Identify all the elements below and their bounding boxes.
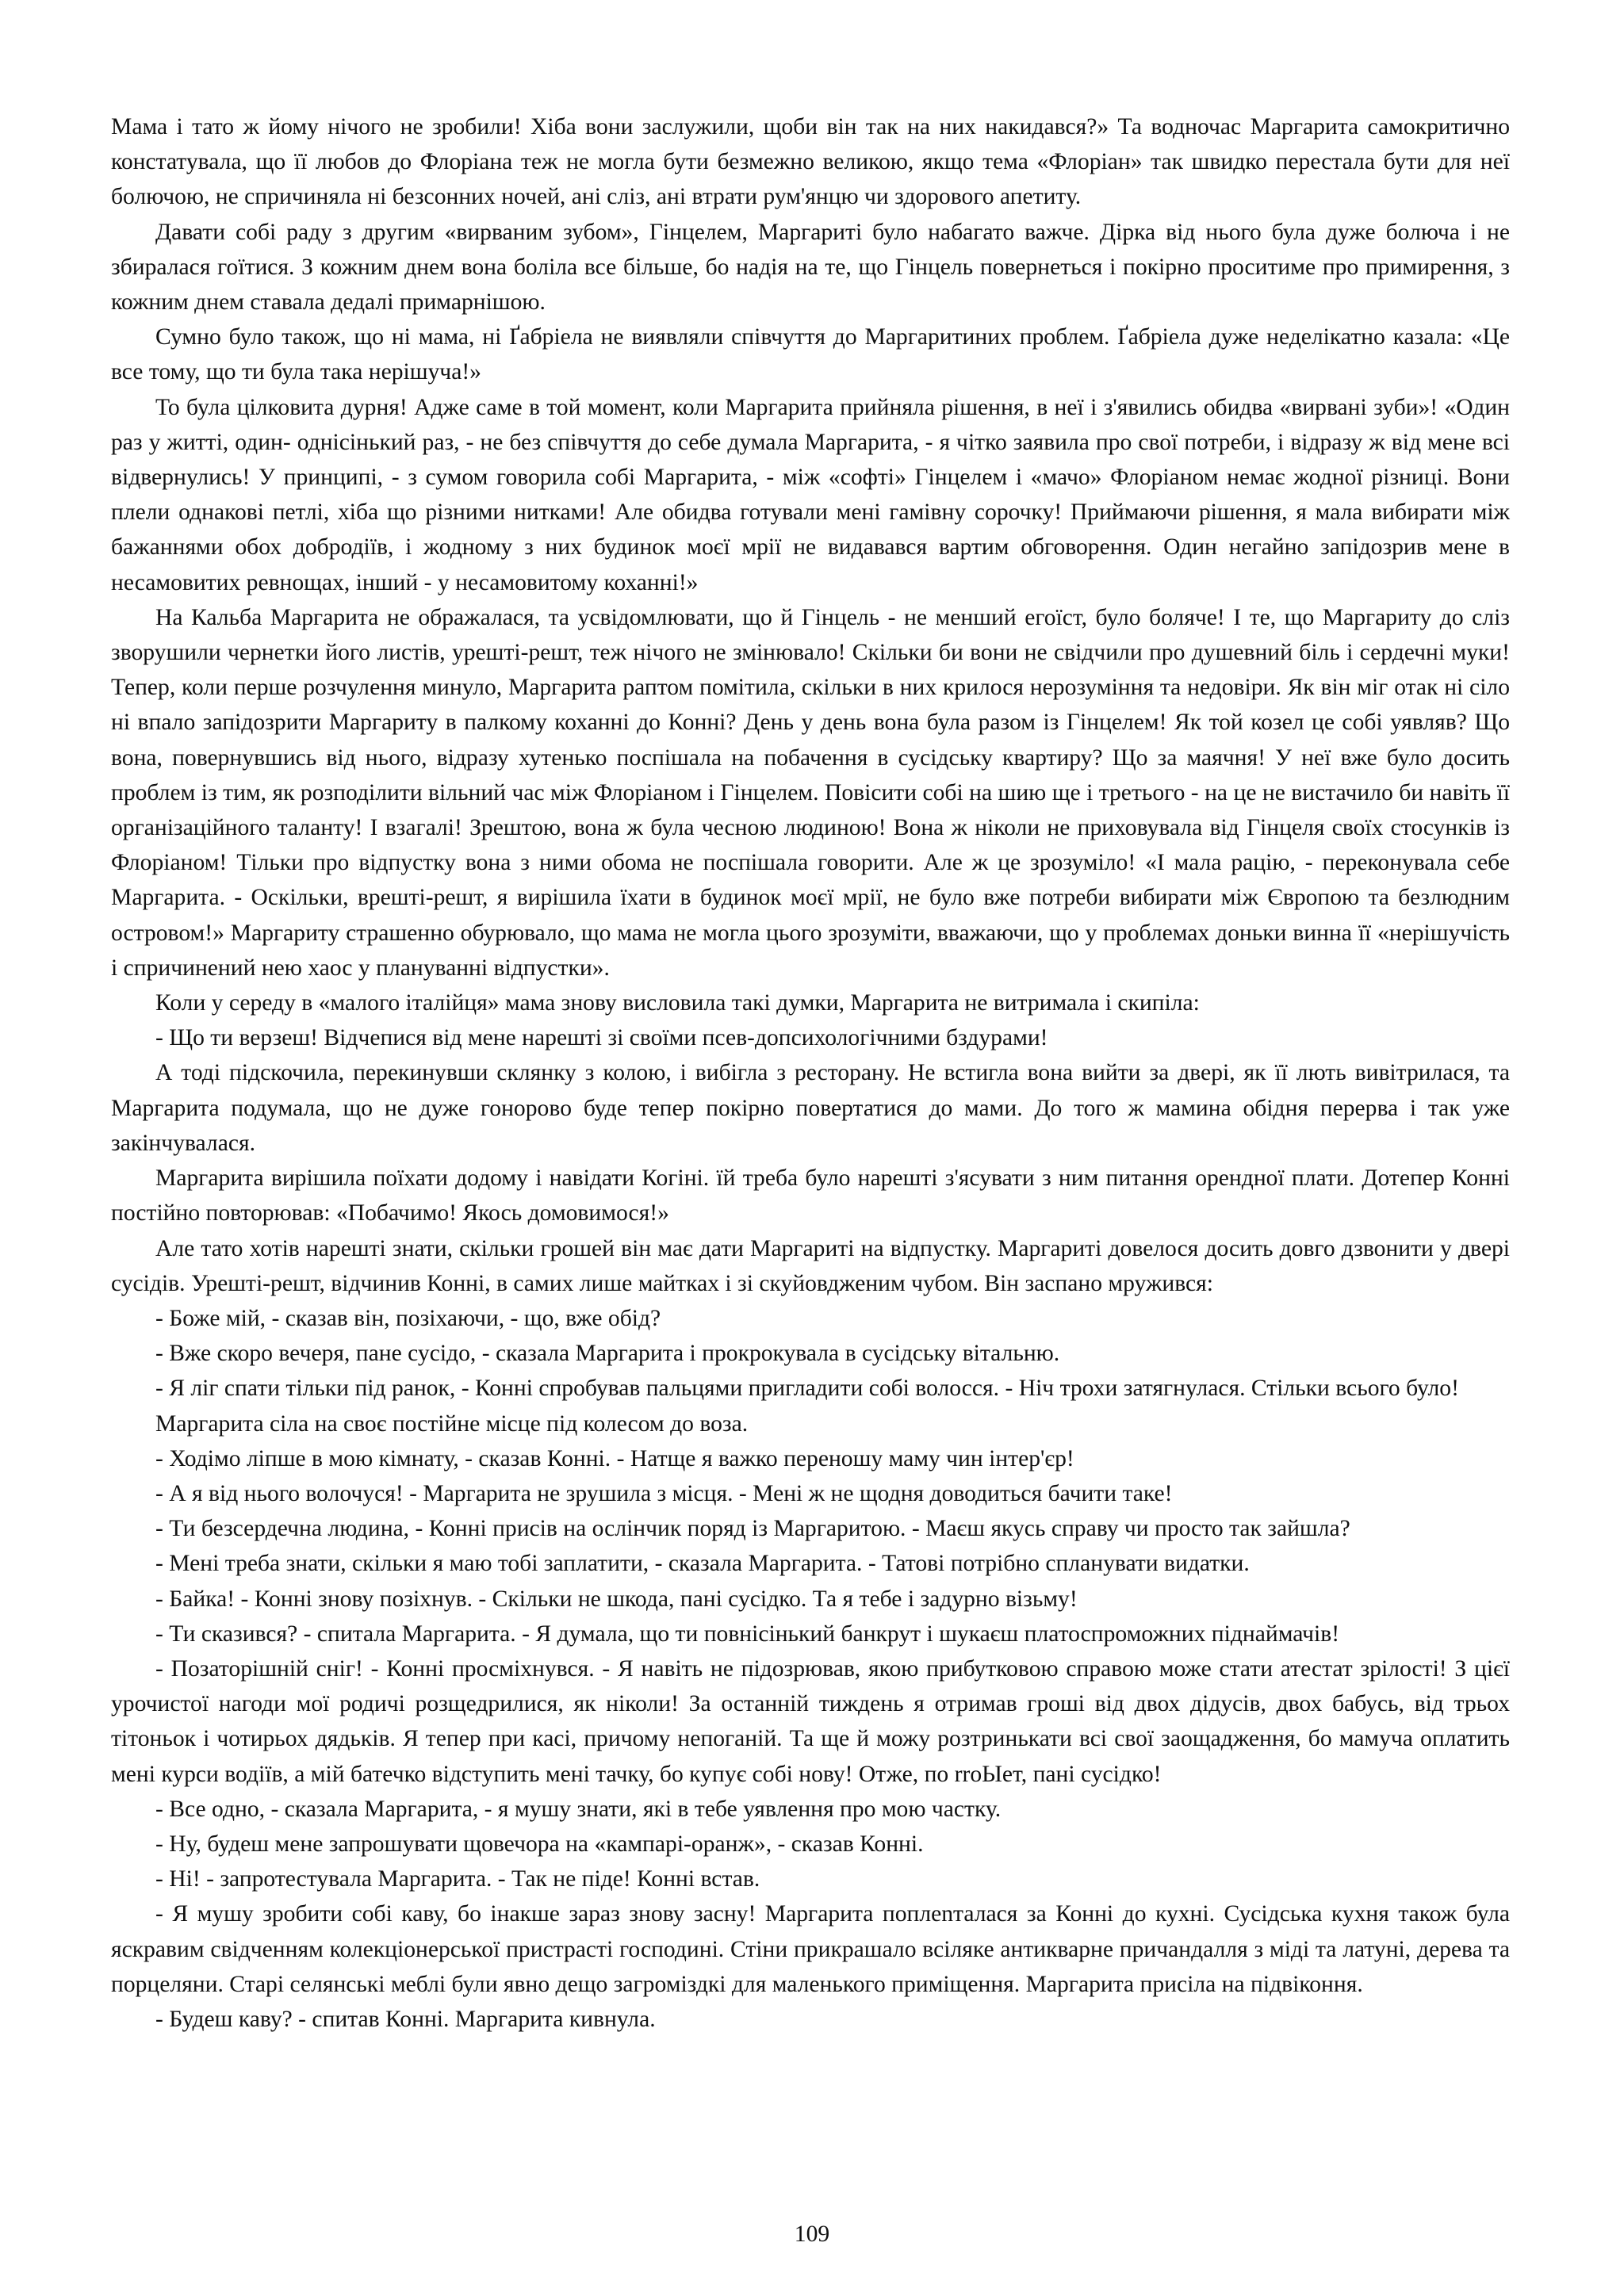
dialogue-line: - Ні! - запротестувала Маргарита. - Так не піде! Конні встав. (155, 1866, 760, 1892)
dialogue-line: - Ти безсердечна людина, - Конні присів на ослінчик поряд із Маргаритою. - Маєш якусь справу чи просто так зайшла? (155, 1516, 1350, 1542)
paragraph: Але тато хотів нарешті знати, скільки грошей він має дати Маргариті на відпустку. Маргариті довелося досить довго дзвонити у двері сусідів. Урешті-решт, відчинив Конні, в самих лише майтках і зі скуйовдженим чубом. Він заспано мружився: (111, 1235, 1510, 1296)
dialogue-line: - Ну, будеш мене запрошувати щовечора на «кампарі-оранж», - сказав Конні. (155, 1831, 924, 1857)
paragraph: Маргарита сіла на своє постійне місце під колесом до воза. (155, 1410, 749, 1437)
paragraph: Маргарита вирішила поїхати додому і навідати Когіні. їй треба було нарешті з'ясувати з ним питання орендної плати. Дотепер Конні постійно повторював: «Побачимо! Якось домовимося!» (111, 1165, 1510, 1226)
paragraph: А тоді підскочила, перекинувши склянку з колою, і вибігла з ресторану. Не встигла вона вийти за двері, як її лють вивітрилася, та Маргарита подумала, що не дуже гоноровo буде тепер покірно повертатися до мами. До того ж мамина обідня перерва і так уже закінчувалася. (111, 1060, 1510, 1156)
dialogue-line: - Боже мій, - сказав він, позіхаючи, - що, вже обід? (155, 1305, 661, 1331)
paragraph: Давати собі раду з другим «вирваним зубом», Гінцелем, Маргариті було набагато важче. Дірка від нього була дуже болюча і не збиралася гоїтися. З кожним днем вона боліла все більше, бо надія на те, що Гінцель повернеться і покірно проситиме про примирення, з кожним днем ставала дедалі примарнішою. (111, 219, 1510, 316)
dialogue-line: - Будеш каву? - спитав Конні. Маргарита кивнула. (155, 2006, 656, 2032)
dialogue-line: - Я ліг спати тільки під ранок, - Конні спробував пальцями пригладити собі волосся. - Ніч трохи затягнулася. Стільки всього було! (155, 1376, 1459, 1402)
dialogue-line: - Що ти верзеш! Відчепися від мене нарешті зі своїми псев-допсихологічними бздурами! (155, 1025, 1048, 1051)
page-number: 109 (794, 2221, 830, 2247)
dialogue-line: - А я від нього волочуся! - Маргарита не зрушила з місця. - Мені ж не щодня доводиться бачити таке! (155, 1480, 1173, 1506)
dialogue-line: - Все одно, - сказала Маргарита, - я мушу знати, які в тебе уявлення про мою частку. (155, 1796, 1002, 1822)
paragraph: На Кальба Маргарита не ображалася, та усвідомлювати, що й Гінцель - не менший егоїст, було боляче! І те, що Маргариту до сліз зворушили чернетки його листів, урешті-решт, теж нічого не змінювало! Скільки би вони не свідчили про душевний біль і сердечні муки! Тепер, коли перше розчулення минуло, Маргарита раптом помітила, скільки в них крилося нерозуміння та недовіри. Як він міг отак ні сіло ні впало запідозрити Маргариту в палкому коханні до Конні? День у день вона була разом із Гінцелем! Як той козел це собі уявляв? Що вона, повернувшись від нього, відразу хутенько поспішала на побачення в сусідську квартиру? Що за маячня! У неї вже було досить проблем із тим, як розподілити вільний час між Флоріаном і Гінцелем. Повісити собі на шию ще і третього - на це не вистачило би навіть її організаційного таланту! І взагалі! Зрештою, вона ж була чесною людиною! Вона ж ніколи не приховувала від Гінцеля своїх стосунків із Флоріаном! Тільки про відпустку вона з ними обома не поспішала говорити. Але ж це зрозуміло! «І мала рацію, - переконувала себе Маргарита. - Оскільки, врешті-решт, я вирішила їхати в будинок моєї мрії, не було вже потреби вибирати між Європою та безлюдним островом!» Маргариту страшенно обурювало, що мама не могла цього зрозуміти, вважаючи, що у проблемах доньки винна її «нерішучість і спричинений нею хаос у плануванні відпустки». (111, 604, 1510, 981)
paragraph: Мама і тато ж йому нічого не зробили! Хіба вони заслужили, щоби він так на них накидався?» Та водночас Маргарита самокритично констатувала, що її любов до Флоріана теж не могла бути безмежно великою, якщо тема «Флоріан» так швидко перестала бути для неї болючою, не спричиняла ні безсонних ночей, ані сліз, ані втрати рум'янцю чи здорового апетиту. (111, 114, 1510, 210)
dialogue-line: - Ходімо ліпше в мою кімнату, - сказав Конні. - Натще я важко переношу маму чин інтер'єр! (155, 1445, 1074, 1471)
dialogue-line: - Я мушу зробити собі каву, бо інакше зараз знову засну! Маргарита поплenталася за Конні до кухні. Сусідська кухня також була яскравим свідченням колекціонерської пристрасті господині. Стіни прикрашало всіляке антикварне причандалля з міді та латуні, дерева та порцеляни. Старі селянські меблі були явно дещо загроміздкі для маленького приміщення. Маргарита присіла на підвіконня. (111, 1901, 1510, 1997)
dialogue-line: - Вже скоро вечеря, пане сусідо, - сказала Маргарита і прокрокувала в сусідську вітальню. (155, 1341, 1060, 1367)
paragraph: Коли у середу в «малого італійця» мама знову висловила такі думки, Маргарита не витримала і скипіла: (155, 990, 1200, 1016)
paragraph: То була цілковита дурня! Адже саме в той момент, коли Маргарита прийняла рішення, в неї і з'явились обидва «вирвані зуби»! «Один раз у житті, один- однісінький раз, - не без співчуття до себе думала Маргарита, - я чітко заявила про свої потреби, і відразу ж від мене всі відвернулись! У принципі, - з сумом говорила собі Маргарита, - між «софті» Гінцелем і «мачо» Флоріаном немає жодної різниці. Вони плели однакові петлі, хіба що різними нитками! Але обидва готували мені гамівну сорочку! Приймаючи рішення, я мала вибирати між бажаннями обох добродіїв, і жодному з них будинок моєї мрії не видавався вартим обговорення. Один негайно запідозрив мене в несамовитих ревнощах, інший - у несамовитому коханні!» (111, 394, 1510, 595)
page-body (111, 109, 1510, 2037)
dialogue-line: - Ти сказився? - спитала Маргарита. - Я думала, що ти повнісінький банкрут і шукаєш платоспроможних піднаймачів! (155, 1621, 1340, 1647)
dialogue-line: - Байка! - Конні знову позіхнув. - Скільки не шкода, пані сусідко. Та я тебе і задурно візьму! (155, 1586, 1078, 1612)
dialogue-line: - Позаторішній сніг! - Конні просміхнувся. - Я навіть не підозрював, якою прибутковою справою може стати атестат зрілості! З цієї урочистої нагоди мої родичі розщедрилися, як ніколи! За останній тиждень я отримав гроші від двох дідусів, двох бабусь, від трьох тітоньок і чотирьох дядьків. Я тепер при касі, причому непоганій. Та ще й можу розтринькати всі свої заощадження, бо мамуча оплатить мені курси водіїв, а мій батечко відступить мені тачку, бо купує собі нову! Отже, по rroЫет, пані сусідко! (111, 1655, 1510, 1787)
dialogue-line: - Мені треба знати, скільки я маю тобі заплатити, - сказала Маргарита. - Татові потрібно спланувати видатки. (155, 1551, 1250, 1577)
paragraph: Сумно було також, що ні мама, ні Ґабріела не виявляли співчуття до Маргаритиних проблем. Ґабріела дуже неделікатно казала: «Це все тому, що ти була така нерішуча!» (111, 324, 1510, 385)
